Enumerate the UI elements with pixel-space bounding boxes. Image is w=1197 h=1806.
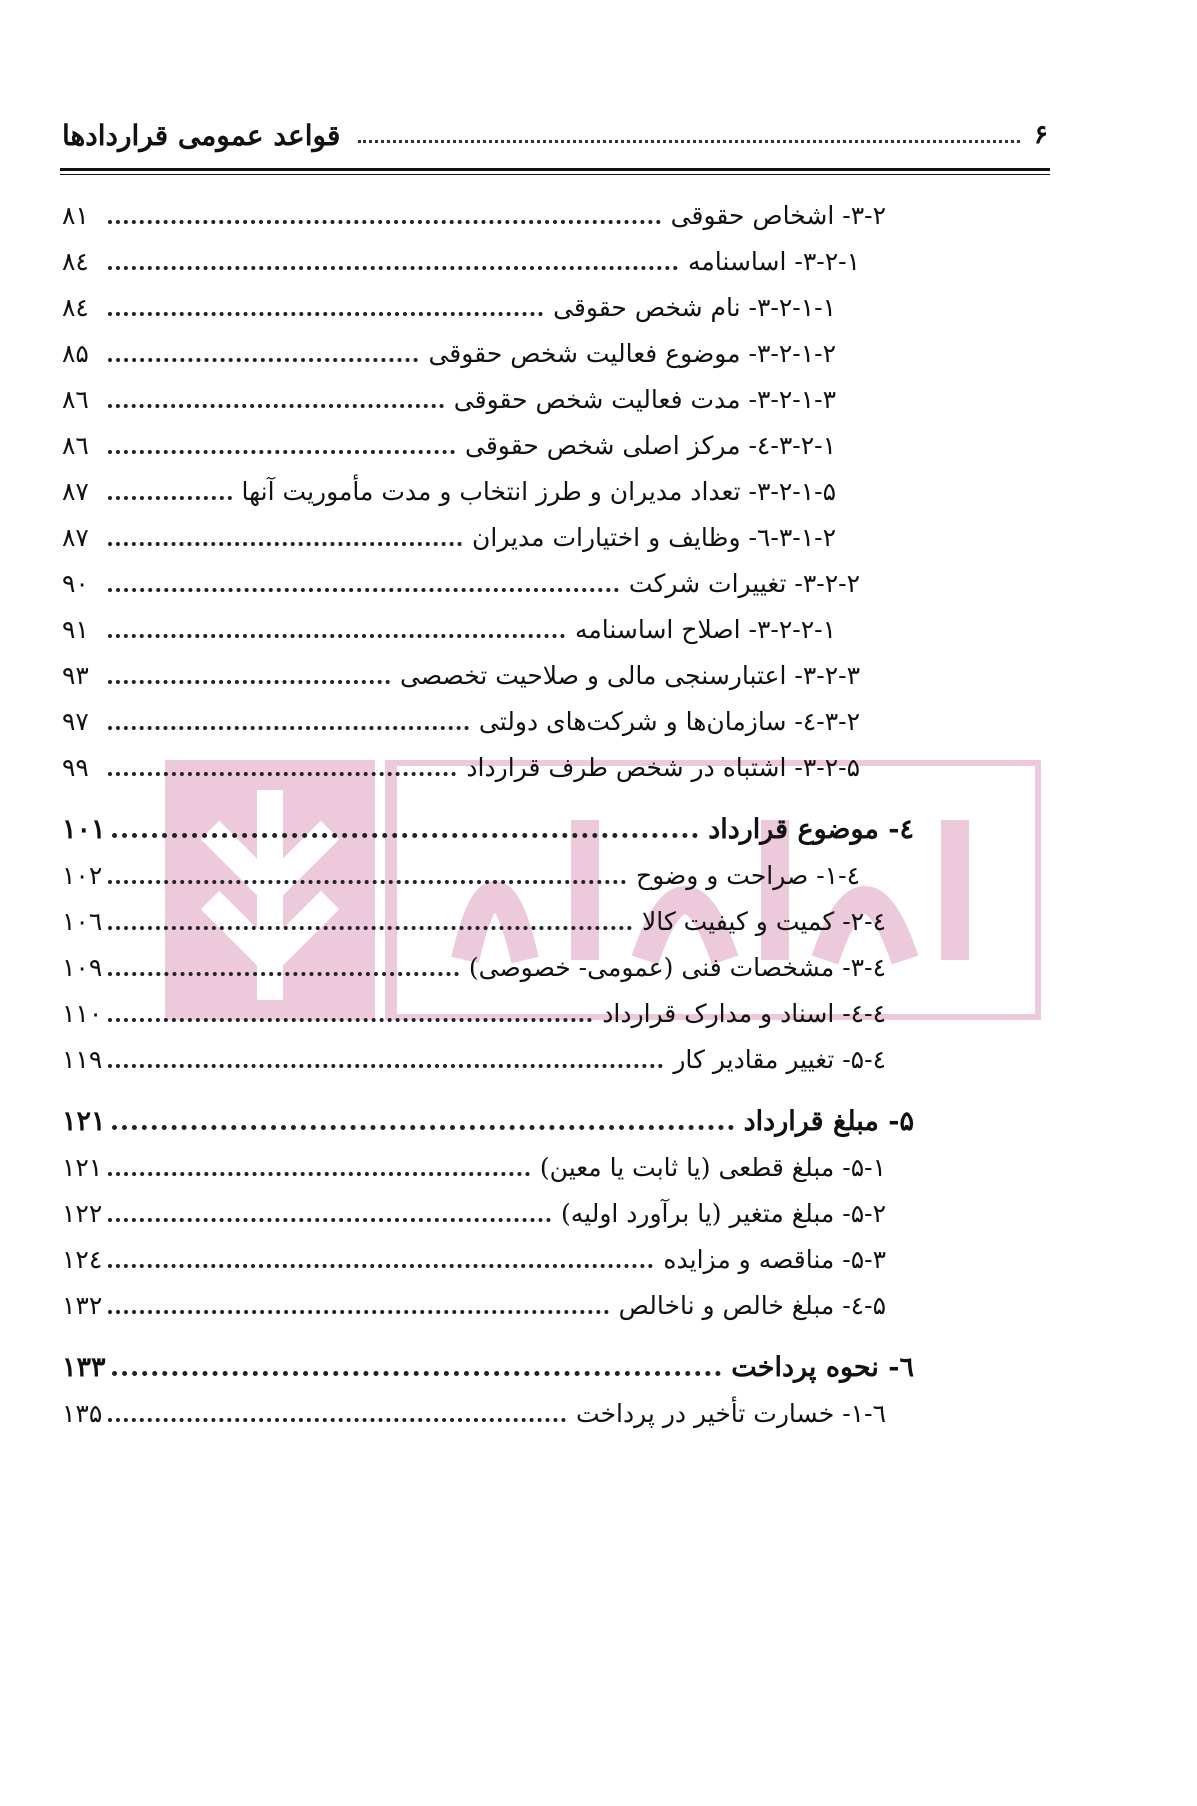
- toc-entry-title: ۳-۲-۱- اساسنامه: [688, 247, 860, 276]
- toc-entry-page: ۸٤: [62, 247, 89, 276]
- leader-dots: [108, 404, 444, 408]
- toc-entry: [62, 190, 886, 234]
- toc-chapter-entry: [62, 804, 914, 848]
- toc-entry-title: ۵- مبلغ قرارداد: [743, 1106, 914, 1137]
- toc-entry-title: ٤-۵- تغییر مقادیر کار: [673, 1045, 886, 1074]
- toc-entry-title: ۳-۲-۱-۱- نام شخص حقوقی: [553, 293, 836, 322]
- leader-dots: [108, 926, 632, 930]
- leader-dots: [108, 1064, 663, 1068]
- toc-entry: [62, 558, 860, 602]
- leader-dots: [108, 542, 462, 546]
- leader-dots: [108, 1172, 530, 1176]
- running-header: [62, 112, 1048, 158]
- toc-entry-page: ۱۲۱: [62, 1153, 103, 1182]
- toc-entry-title: ۳-۲-٤- سازمان‌ها و شرکت‌های دولتی: [478, 707, 860, 736]
- leader-dots: [108, 726, 469, 730]
- toc-entry-title: ٦-۱- خسارت تأخیر در پرداخت: [576, 1399, 886, 1428]
- toc-entry: [62, 850, 860, 894]
- header-rule-thin: [60, 174, 1050, 175]
- toc-entry-title: ۵-۲- مبلغ متغیر (یا برآورد اولیه): [561, 1199, 886, 1228]
- leader-dots: [108, 450, 455, 454]
- leader-dots: [108, 680, 390, 684]
- toc-entry-title: ٤-۳- مشخصات فنی (عمومی- خصوصی): [468, 953, 886, 982]
- toc-entry: [62, 1034, 886, 1078]
- header-book-title: قواعد عمومی قراردادها: [62, 118, 341, 152]
- toc-entry-title: ۳-۲-۱-۲- موضوع فعالیت شخص حقوقی: [428, 339, 836, 368]
- toc-entry-page: ۹۹: [62, 753, 89, 782]
- header-page-number: ۶: [1034, 120, 1048, 150]
- toc-entry-page: ۱۰۲: [62, 861, 103, 890]
- toc-entry: [62, 1234, 886, 1278]
- toc-entry-title: ۳-۲- اشخاص حقوقی: [670, 201, 886, 230]
- toc-entry-title: ٦- نحوه پرداخت: [731, 1352, 914, 1383]
- toc-entry-title: ۵-٤- مبلغ خالص و ناخالص: [618, 1291, 886, 1320]
- toc-entry: [62, 374, 836, 418]
- toc-entry-page: ۱۰۹: [62, 953, 103, 982]
- leader-dots: [112, 1371, 722, 1376]
- toc-entry-page: ۱۳۳: [62, 1352, 106, 1383]
- toc-entry: [62, 328, 836, 372]
- toc-entry: [62, 1280, 886, 1324]
- toc-entry-page: ۹۱: [62, 615, 89, 644]
- leader-dots: [108, 1018, 592, 1022]
- toc-entry-title: ٤-٤- اسناد و مدارک قرارداد: [602, 999, 886, 1028]
- toc-entry-page: ۸٦: [62, 431, 89, 460]
- toc-entry-title: ۳-۲-۲- تغییرات شرکت: [628, 569, 860, 598]
- toc-entry-page: ۱۳۵: [62, 1399, 103, 1428]
- toc-entry-title: ٤-۱- صراحت و وضوح: [635, 861, 860, 890]
- toc-entry-page: ۸۷: [62, 523, 89, 552]
- toc-entry-page: ۱۲۲: [62, 1199, 103, 1228]
- toc-entry: [62, 896, 886, 940]
- toc-entry: [62, 1188, 886, 1232]
- leader-dots: [112, 833, 699, 838]
- toc-chapter-entry: [62, 1096, 914, 1140]
- leader-dots: [108, 972, 459, 976]
- leader-dots: [108, 496, 232, 500]
- leader-dots: [108, 1418, 566, 1422]
- toc-chapter-entry: [62, 1342, 914, 1386]
- leader-dots: [108, 634, 565, 638]
- toc-entry-page: ۹۰: [62, 569, 89, 598]
- toc-entry-title: ٤-۲- کمیت و کیفیت کالا: [641, 907, 886, 936]
- toc-entry-page: ۱۳۲: [62, 1291, 103, 1320]
- toc-entry: [62, 604, 836, 648]
- leader-dots: [108, 266, 678, 270]
- toc-entry-page: ۸٦: [62, 385, 89, 414]
- toc-entry-page: ۸۷: [62, 477, 89, 506]
- toc-entry-page: ۹۷: [62, 707, 89, 736]
- toc-entry-page: ۱۱۰: [62, 999, 103, 1028]
- toc-entry-title: ۳-۲-۱-٤- مرکز اصلی شخص حقوقی: [465, 431, 836, 460]
- toc-entry-page: ۱۱۹: [62, 1045, 103, 1074]
- leader-dots: [108, 312, 543, 316]
- leader-dots: [108, 880, 626, 884]
- toc-entry: [62, 420, 836, 464]
- header-rule-thick: [60, 168, 1050, 171]
- toc-entry: [62, 942, 886, 986]
- header-leader-dots: [358, 138, 1020, 143]
- toc-entry: [62, 512, 836, 556]
- leader-dots: [112, 1125, 734, 1130]
- toc-entry-title: ۳-۲-۱-۵- تعداد مدیران و طرز انتخاب و مدت مأموریت آنها: [241, 477, 836, 506]
- toc-entry: [62, 236, 860, 280]
- toc-entry-page: ۹۳: [62, 661, 89, 690]
- toc-entry-page: ۱۰۱: [62, 814, 106, 845]
- toc-entry: [62, 696, 860, 740]
- toc-entry-title: ۳-۲-۳- اعتبارسنجی مالی و صلاحیت تخصصی: [400, 661, 860, 690]
- toc-entry-page: ۸۱: [62, 201, 89, 230]
- leader-dots: [108, 220, 661, 224]
- toc-entry: [62, 988, 886, 1032]
- toc-entry-title: ۳-۲-۵- اشتباه در شخص طرف قرارداد: [466, 753, 860, 782]
- toc-entry-title: ۳-۲-۱-۳- مدت فعالیت شخص حقوقی: [453, 385, 836, 414]
- toc-entry: [62, 1388, 886, 1432]
- toc-entry-page: ۱۲۱: [62, 1106, 106, 1137]
- leader-dots: [108, 772, 456, 776]
- toc-entry-page: ۸٤: [62, 293, 89, 322]
- toc-entry-title: ۵-۱- مبلغ قطعی (یا ثابت یا معین): [539, 1153, 886, 1182]
- toc-entry-page: ۱۲٤: [62, 1245, 103, 1274]
- toc-entry: [62, 650, 860, 694]
- leader-dots: [108, 1218, 551, 1222]
- leader-dots: [108, 1310, 608, 1314]
- toc-entry-page: ۱۰٦: [62, 907, 103, 936]
- toc-entry: [62, 1142, 886, 1186]
- toc-entry: [62, 742, 860, 786]
- toc-entry-title: ۵-۳- مناقصه و مزایده: [663, 1245, 886, 1274]
- leader-dots: [108, 1264, 653, 1268]
- toc-entry: [62, 466, 836, 510]
- toc-entry: [62, 282, 836, 326]
- toc-entry-title: ۳-۱-۲-٦- وظایف و اختیارات مدیران: [471, 523, 836, 552]
- leader-dots: [108, 588, 619, 592]
- toc-entry-title: ۳-۲-۲-۱- اصلاح اساسنامه: [574, 615, 836, 644]
- toc-entry-title: ٤- موضوع قرارداد: [708, 814, 914, 845]
- leader-dots: [108, 358, 418, 362]
- toc-entry-page: ۸۵: [62, 339, 89, 368]
